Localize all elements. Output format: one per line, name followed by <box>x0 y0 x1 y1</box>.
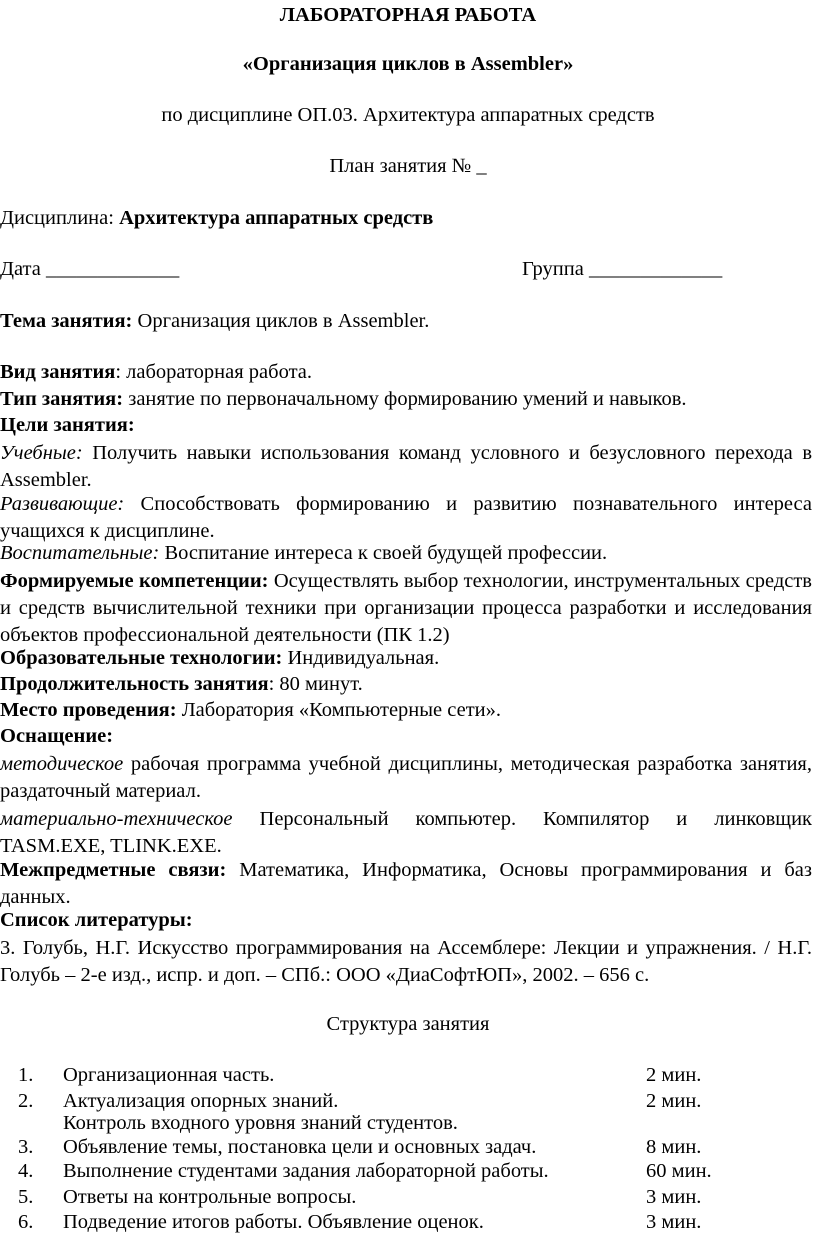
goal-developing-text: Способствовать формированию и развитию познавательного интереса учащихся к дисциплине. <box>0 493 812 542</box>
interdisciplinary-field <box>0 857 812 911</box>
equipment-methodical-text: рабочая программа учебной дисциплины, методическая разработка занятия, раздаточный материал. <box>0 753 812 802</box>
plan-number: План занятия № _ <box>329 155 487 177</box>
structure-item <box>0 1064 816 1091</box>
group-blank: _____________ <box>588 258 723 280</box>
structure-item-time: 60 мин. <box>646 1160 712 1182</box>
location-label: Место проведения: <box>0 699 177 721</box>
structure-item-text: Организационная часть. <box>63 1064 275 1086</box>
structure-item-time: 8 мин. <box>646 1136 702 1158</box>
literature-item: 3. Голубь, Н.Г. Искусство программирования на Ассемблере: Лекции и упражнения. / Н.Г. Голубь – 2-е изд., испр. и доп. – СПб.: ООО «ДиаСофтЮП», 2002. – 656 с. <box>0 937 812 986</box>
structure-item-text: Подведение итогов работы. Объявление оценок. <box>63 1211 484 1233</box>
duration-field <box>0 673 816 696</box>
competencies-field <box>0 568 812 649</box>
literature-heading: Список литературы: <box>0 909 193 931</box>
technologies-label: Образовательные технологии: <box>0 647 283 669</box>
structure-item-time: 3 мин. <box>646 1186 702 1208</box>
technologies-field <box>0 647 816 670</box>
structure-item-time: 2 мин. <box>646 1064 702 1086</box>
structure-item-text: Выполнение студентами задания лабораторной работы. <box>63 1160 549 1182</box>
lesson-kind-field <box>0 361 816 384</box>
topic-label: Тема занятия: <box>0 310 133 332</box>
structure-item <box>0 1112 816 1139</box>
lesson-type-label: Тип занятия: <box>0 388 124 410</box>
group-field <box>522 258 812 281</box>
date-label: Дата <box>0 258 41 280</box>
equipment-technical-label: материально-техническое <box>0 808 233 830</box>
goal-educational-text: Получить навыки использования команд условного и безусловного перехода в Assembler. <box>0 442 812 491</box>
lesson-kind-value: : лабораторная работа. <box>115 361 312 383</box>
structure-item-text: Актуализация опорных знаний. <box>63 1090 339 1112</box>
competencies-label: Формируемые компетенции: <box>0 570 269 592</box>
competencies-text: Осуществлять выбор технологии, инструментальных средств и средств вычислительной техники при организации процесса разработки и исследования объектов профессиональной деятельности (ПК 1.2) <box>0 570 812 646</box>
structure-title: Структура занятия <box>326 1013 490 1035</box>
date-blank: _____________ <box>46 258 180 280</box>
interdisciplinary-label: Межпредметные связи: <box>0 859 227 881</box>
document-subtitle: «Организация циклов в Assembler» <box>242 53 574 75</box>
goal-upbringing <box>0 542 816 565</box>
structure-item <box>0 1211 816 1238</box>
goals-heading: Цели занятия: <box>0 414 135 436</box>
discipline-value: Архитектура аппаратных средств <box>119 207 434 229</box>
equipment-methodical-label: методическое <box>0 753 124 775</box>
group-label: Группа <box>522 258 584 280</box>
structure-item <box>0 1136 816 1163</box>
structure-item-text: Ответы на контрольные вопросы. <box>63 1186 357 1208</box>
duration-label: Продолжительность занятия <box>0 673 269 695</box>
discipline-field <box>0 207 816 230</box>
location-field <box>0 699 816 722</box>
structure-item-number: 3. <box>18 1136 34 1158</box>
structure-item-number: 6. <box>18 1211 34 1233</box>
equipment-technical-text: Персональный компьютер. Компилятор и линковщик TASM.EXE, TLINK.EXE. <box>0 808 812 857</box>
structure-item-number: 1. <box>18 1064 34 1086</box>
location-text: Лаборатория «Компьютерные сети». <box>176 699 502 721</box>
technologies-text: Индивидуальная. <box>282 647 440 669</box>
structure-item-text: Объявление темы, постановка цели и основных задач. <box>63 1136 537 1158</box>
structure-item <box>0 1160 816 1187</box>
goal-educational <box>0 440 812 494</box>
structure-item-number: 2. <box>18 1090 34 1112</box>
discipline-label: Дисциплина: <box>0 207 120 229</box>
structure-item-time: 3 мин. <box>646 1211 702 1233</box>
topic-value: Организация циклов в Assembler. <box>132 310 430 332</box>
equipment-methodical <box>0 751 812 805</box>
document-title: ЛАБОРАТОРНАЯ РАБОТА <box>279 4 537 26</box>
structure-item-text: Контроль входного уровня знаний студентов. <box>63 1112 458 1134</box>
duration-text: : 80 минут. <box>268 673 363 695</box>
structure-item-number: 4. <box>18 1160 34 1182</box>
goal-developing <box>0 491 812 545</box>
goal-developing-label: Развивающие: <box>0 493 125 515</box>
equipment-heading: Оснащение: <box>0 725 114 747</box>
structure-item-number: 5. <box>18 1186 34 1208</box>
lesson-kind-label: Вид занятия <box>0 361 116 383</box>
structure-item <box>0 1186 816 1213</box>
lesson-type-value: занятие по первоначальному формированию умений и навыков. <box>123 388 687 410</box>
topic-field <box>0 310 816 333</box>
discipline-line: по дисциплине ОП.03. Архитектура аппаратных средств <box>161 104 655 126</box>
goal-upbringing-text: Воспитание интереса к своей будущей профессии. <box>159 542 608 564</box>
goal-educational-label: Учебные: <box>0 442 83 464</box>
equipment-technical <box>0 806 812 860</box>
interdisciplinary-text: Математика, Информатика, Основы программирования и баз данных. <box>0 859 812 908</box>
goal-upbringing-label: Воспитательные: <box>0 542 160 564</box>
structure-item-time: 2 мин. <box>646 1090 702 1112</box>
lesson-type-field <box>0 388 816 411</box>
